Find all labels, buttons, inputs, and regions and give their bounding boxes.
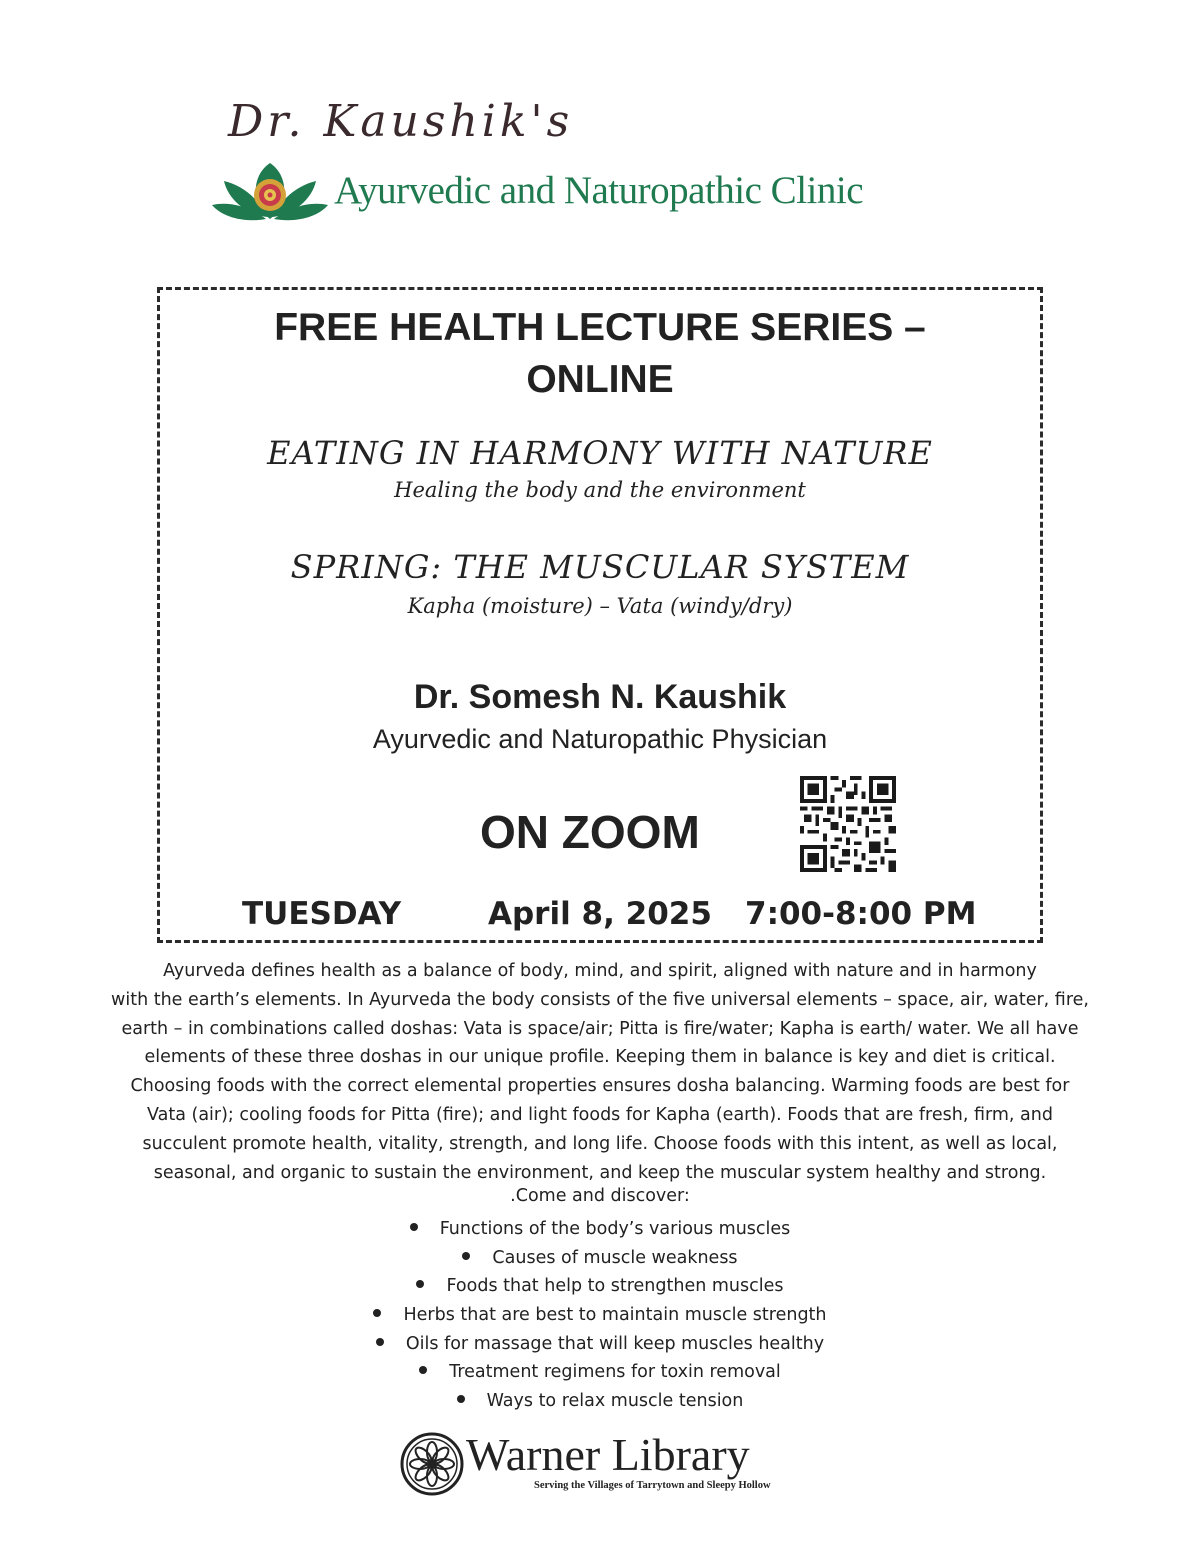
list-item-text: Herbs that are best to maintain muscle strength xyxy=(403,1305,827,1326)
description-paragraph xyxy=(60,957,1140,1187)
list-item xyxy=(0,1301,1200,1330)
description-line: succulent promote health, vitality, strength, and long life. Choose foods with this intent, as well as local, xyxy=(142,1133,1058,1154)
headline-line-2: ONLINE xyxy=(526,358,674,401)
list-item xyxy=(0,1272,1200,1301)
event-time: 7:00-8:00 PM xyxy=(745,896,977,932)
platform-label: ON ZOOM xyxy=(480,806,700,858)
bullet-icon xyxy=(373,1309,381,1317)
clinic-name: Ayurvedic and Naturopathic Clinic xyxy=(334,168,864,212)
lotus-icon xyxy=(210,155,330,225)
qr-code-icon[interactable] xyxy=(800,776,896,872)
clinic-owner-script: Dr. Kaushik's xyxy=(228,96,574,147)
bullet-icon xyxy=(376,1338,384,1346)
list-item-text: Functions of the body’s various muscles xyxy=(439,1219,791,1239)
list-item-text: Treatment regimens for toxin removal xyxy=(449,1362,781,1383)
bullet-icon xyxy=(457,1395,465,1403)
discover-list xyxy=(0,1215,1200,1416)
library-tagline: Serving the Villages of Tarrytown and Sleepy Hollow xyxy=(534,1480,771,1491)
speaker-title: Ayurvedic and Naturopathic Physician xyxy=(372,724,828,754)
description-line: Vata (air); cooling foods for Pitta (fire); and light foods for Kapha (earth). Foods that are fresh, firm, and xyxy=(147,1104,1053,1125)
list-item-text: Foods that help to strengthen muscles xyxy=(446,1276,784,1297)
library-logo xyxy=(400,1429,786,1498)
description-line: earth – in combinations called doshas: Vata is space/air; Pitta is fire/water; Kapha is earth/ water. We all have xyxy=(121,1018,1079,1039)
description-line: with the earth’s elements. In Ayurveda the body consists of the five universal elements – space, air, water, fire, xyxy=(111,989,1089,1010)
event-headline xyxy=(160,302,1040,406)
list-item-text: Ways to relax muscle tension xyxy=(486,1391,744,1412)
description-line: seasonal, and organic to sustain the environment, and keep the muscular system healthy and strong. xyxy=(153,1162,1047,1183)
speaker-name: Dr. Somesh N. Kaushik xyxy=(413,678,787,716)
description-line: Choosing foods with the correct elemental properties ensures dosha balancing. Warming foods are best for xyxy=(130,1076,1070,1097)
discover-intro: .Come and discover: xyxy=(510,1186,690,1206)
event-date: April 8, 2025 xyxy=(488,896,712,932)
headline-line-1: FREE HEALTH LECTURE SERIES – xyxy=(274,306,926,349)
description-line: Ayurveda defines health as a balance of body, mind, and spirit, aligned with nature and in harmony xyxy=(163,961,1037,981)
season-title: SPRING: THE MUSCULAR SYSTEM xyxy=(290,548,910,586)
list-item xyxy=(0,1330,1200,1359)
clinic-logo xyxy=(210,155,863,225)
description-line: elements of these three doshas in our unique profile. Keeping them in balance is key and diet is critical. xyxy=(144,1047,1056,1068)
list-item xyxy=(0,1387,1200,1416)
event-day: TUESDAY xyxy=(242,896,402,932)
bullet-icon xyxy=(419,1366,427,1374)
bullet-icon xyxy=(410,1223,418,1231)
season-subtitle: Kapha (moisture) – Vata (windy/dry) xyxy=(407,594,793,618)
list-item xyxy=(0,1244,1200,1273)
list-item-text: Causes of muscle weakness xyxy=(492,1247,738,1268)
library-wordmark xyxy=(466,1429,786,1498)
event-box xyxy=(157,287,1043,943)
list-item xyxy=(0,1215,1200,1244)
library-seal-icon xyxy=(400,1432,464,1496)
bullet-icon xyxy=(416,1280,424,1288)
library-name: Warner Library xyxy=(466,1429,750,1480)
list-item xyxy=(0,1358,1200,1387)
topic-title: EATING IN HARMONY WITH NATURE xyxy=(267,434,933,472)
bullet-icon xyxy=(462,1252,470,1260)
topic-subtitle: Healing the body and the environment xyxy=(394,478,806,502)
list-item-text: Oils for massage that will keep muscles healthy xyxy=(405,1333,825,1354)
